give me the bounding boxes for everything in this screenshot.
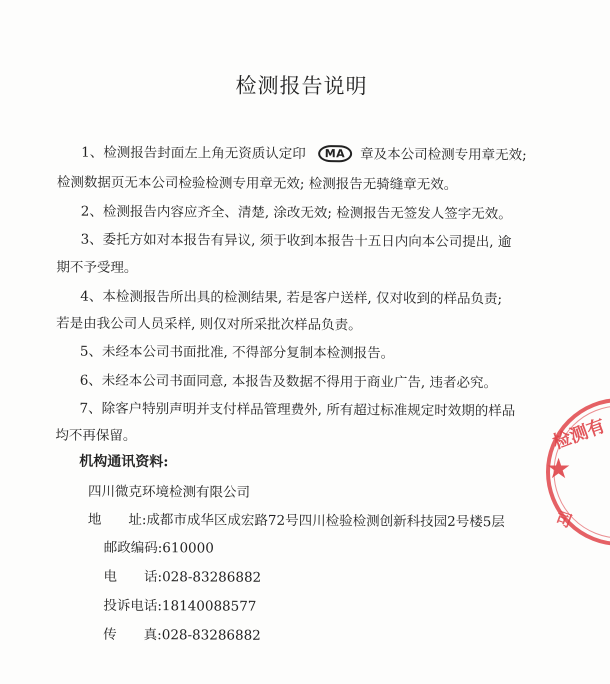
phone-row	[104, 565, 262, 586]
complaint-row	[103, 594, 256, 615]
phone-value: 028-83286882	[162, 569, 262, 586]
postcode-value: 610000	[162, 540, 214, 557]
complaint-value: 18140088577	[161, 598, 257, 615]
company-seal-stamp	[540, 392, 610, 552]
ma-certification-mark: MA	[318, 145, 353, 162]
item-1-text-a: 1、检测报告封面左上角无资质认定印	[81, 144, 306, 163]
item-7-line-2: 均不再保留。	[55, 427, 137, 445]
item-1-line-2: 检测数据页无本公司检验检测专用章无效; 检测报告无骑缝章无效。	[56, 174, 458, 193]
page-title: 检测报告说明	[235, 73, 368, 99]
seal-text-bottom: 司	[552, 507, 575, 532]
item-3-line-1: 3、委托方如对本报告有异议, 须于收到本报告十五日内向本公司提出, 逾	[80, 231, 512, 251]
item-4-line-1: 4、本检测报告所出具的检测结果, 若是客户送样, 仅对收到的样品负责;	[80, 288, 503, 308]
address-row	[88, 508, 505, 531]
fax-row	[103, 623, 261, 644]
item-1-text-b: 章及本公司检测专用章无效;	[360, 146, 527, 164]
postcode-label: 邮政编码:	[103, 539, 163, 557]
item-4-line-2: 若是由我公司人员采样, 则仅对所采批次样品负责。	[56, 315, 362, 334]
contact-heading: 机构通讯资料:	[79, 453, 169, 471]
address-label: 地 址:	[87, 511, 147, 529]
complaint-label: 投诉电话:	[103, 597, 162, 615]
company-name: 四川微克环境检测有限公司	[88, 483, 251, 501]
item-6-line-1: 6、未经本公司书面同意, 本报告及数据不得用于商业广告, 违者必究。	[79, 372, 498, 392]
item-5-line-1: 5、未经本公司书面批准, 不得部分复制本检测报告。	[79, 343, 395, 362]
phone-label: 电 话:	[103, 568, 163, 586]
item-1-line-1	[81, 141, 527, 164]
item-7-line-1: 7、除客户特别声明并支付样品管理费外, 所有超过标准规定时效期的样品	[79, 400, 516, 420]
seal-star-icon: ★	[546, 452, 572, 485]
address-value: 成都市成华区成宏路72号四川检验检测创新科技园2号楼5层	[146, 512, 505, 531]
fax-label: 传 真:	[103, 626, 162, 644]
postcode-row	[104, 536, 214, 557]
seal-text-top: 检测有	[550, 415, 609, 454]
item-3-line-2: 期不予受理。	[56, 259, 138, 277]
fax-value: 028-83286882	[161, 627, 261, 644]
item-2-line-1: 2、检测报告内容应齐全、清楚, 涂改无效; 检测报告无签发人签字无效。	[80, 203, 512, 223]
